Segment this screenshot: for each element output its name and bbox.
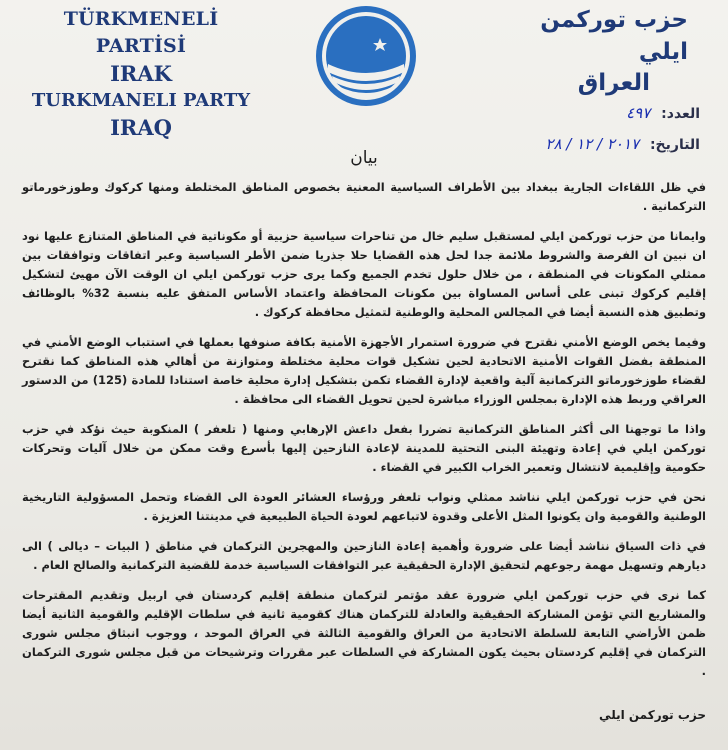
paragraph-3: وفيما يخص الوضع الأمني نقترح في ضرورة استمرار الأجهزة الأمنية بكافة صنوفها بعملها في استتباب الوضع الأمني في المنطقة بفضل القوات الأمنية الاتحادية لحين تشكيل قوات محلية مختلطة ومتوازنة من أهالي هذه المناطق كما نقترح لقضاء طوزخورماتو التركمانية آلية واقعية لإدارة القضاء تكمن بتشكيل إدارة محلية خاصة استنادا للمادة (125) من الدستور العراقي وربط هذه الإدارة بمجلس الوزراء مباشرة لحين تحويل القضاء الى محافظة . — [22, 335, 706, 406]
arabic-letterhead — [506, 4, 706, 160]
paragraph-4: واذا ما توجهنا الى أكثر المناطق التركمانية تضررا بفعل داعش الإرهابي ومنها ( تلعفر ) المنكوبة حيث نؤكد في حزب توركمن ايلي في إعادة وتهيئة البنى التحتية للمدينة لإعادة النازحين إليها بأسرع وقت ممكن من خلال آليات وتحركات حكومية وإقليمية لانتشال وتعمير الخراب الكبير في القضاء . — [22, 422, 706, 474]
english-letterhead-line1: TÜRKMENELİ PARTİSİ — [63, 8, 219, 57]
party-logo-icon — [314, 4, 418, 108]
statement-body — [22, 178, 706, 692]
date-value: ٢٠١٧ / ١٢ / ٢٨ — [545, 135, 640, 153]
date-label: التاريخ: — [649, 137, 700, 153]
paragraph-6: في ذات السياق نناشد أيضا على ضرورة وأهمية إعادة النازحين والمهجرين التركمان في مناطق ( البيات – ديالى ) الى ديارهم وتسهيل مهمة رجوعهم لتحقيق الإدارة الحقيقية عبر التوافقات السياسية خدمة للقضية التركمانية والصالح العام . — [22, 539, 706, 572]
english-letterhead — [22, 6, 260, 141]
paragraph-5: نحن في حزب توركمن ايلي نناشد ممثلي ونواب تلعفر ورؤساء العشائر العودة الى القضاء وتحمل المسؤولية التاريخية الوطنية والقومية وان يكونوا المثل الأعلى وقدوة لاتباعهم لعودة الحياة الطبيعية في مدينتنا العزيزة . — [22, 490, 706, 523]
paragraph-1: في ظل اللقاءات الجارية ببغداد بين الأطراف السياسية المعنية بخصوص المناطق المختلطة ومنها كركوك وطوزخورماتو التركمانية . — [22, 180, 706, 213]
reference-number-field — [506, 98, 700, 129]
statement-title: بيان — [350, 148, 378, 168]
signature: حزب توركمن ايلي — [599, 708, 706, 722]
reference-number-value: ٤٩٧ — [626, 104, 651, 122]
arabic-party-name: حزب توركمن ايلي — [540, 7, 688, 65]
paragraph-2: وايمانا من حزب توركمن ايلي لمستقبل سليم خال من تناحرات سياسية حزبية أو مكوناتية في المناطق المتنازع عليها نود ان نبين ان الفرصة والشروط ملائمة جدا لحل هذه القضايا حلا جذريا ضمن الأطر السياسية وعبر اتفاقات وتوافقات بين ممثلي المكونات في المنطقة ، من خلال حلول تخدم الجميع وكما يرى حزب توركمن ايلي ان الوقت الآن مهيئ لتشكيل إقليم كركوك تبنى على أساس المساواة بين مكونات المحافظة واعتماد الأساس المتفق عليه بنسبة 32% بالوظائف وتطبيق هذه النسبة أيضا في المجالس المحلية والوطنية لتمثيل محافظة كركوك . — [22, 229, 707, 319]
paragraph-7: كما نرى في حزب توركمن ايلي ضرورة عقد مؤتمر لتركمان منطقة إقليم كردستان في اربيل وتقديم المقترحات والمشاريع التي تؤمن المشاركة الحقيقية والعادلة للتركمان هناك كقومية ثانية في سلطات الإقليم والقومية الثانية أيضا ظمن الأراضي التابعة للسلطة الاتحادية من العراق والقومية الثالثة في العراق الموحد ، ووجوب انبثاق مجلس شورى التركمان في إقليم كردستان بحيث يكون المشاركة في السلطات عبر مقررات وترشيحات من قبل مجلس شورى التركمان . — [22, 588, 706, 678]
english-letterhead-line2: IRAK — [110, 61, 172, 86]
reference-number-label: العدد: — [661, 106, 700, 122]
english-letterhead-line3: TURKMANELI PARTY — [31, 90, 251, 111]
english-letterhead-line4: IRAQ — [110, 115, 172, 140]
arabic-country-name: العراق — [577, 70, 650, 96]
